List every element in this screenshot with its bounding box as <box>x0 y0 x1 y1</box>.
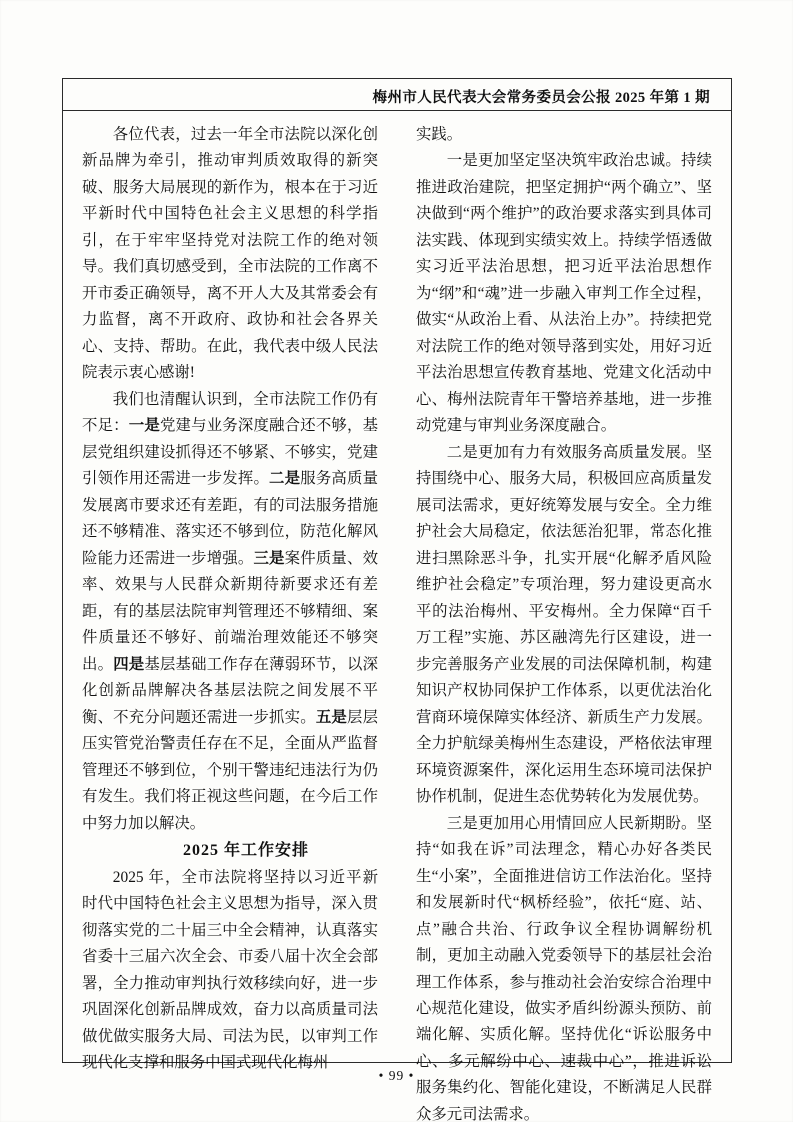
paragraph: 二是更加有力有效服务高质量发展。坚持围绕中心、服务大局，积极回应高质量发展司法需求，更好统筹发展与安全。全力维护社会大局稳定，依法惩治犯罪，常态化推进扫黑除恶斗争，扎实开展“化解矛盾风险 维护社会稳定”专项治理，努力建设更高水平的法治梅州、平安梅州。全力保障“百千万工程”实施、苏区融湾先行区建设，进一步完善服务产业发展的司法保障机制，构建知识产权协同保护工作体系，以更优法治化营商环境保障实体经济、新质生产力发展。全力护航绿美梅州生态建设，严格依法审理环境资源案件，深化运用生态环境司法保护协作机制，促进生态优势转化为发展优势。 <box>416 443 728 806</box>
running-header: 梅州市人民代表大会常务委员会公报 2025 年第 1 期 <box>372 90 710 106</box>
problem-item-marker: 二是 <box>269 470 301 488</box>
left-column <box>82 122 378 1071</box>
problem-item-text: 层层压实管党治警责任存在不足，全面从严监督管理还不够到位，个别干警违纪违法行为仍有发生。我们将正视这些问题，在今后工作中努力加以解决。 <box>82 708 378 832</box>
paragraph: 各位代表，过去一年全市法院以深化创新品牌为牵引，推动审判质效取得的新突破、服务大局展现的新作为，根本在于习近平新时代中国特色社会主义思想的科学指引，在于牢牢坚持党对法院工作的绝对领导。我们真切感受到，全市法院的工作离不开市委正确领导，离不开人大及其常委会有力监督，离不开政府、政协和社会各界关心、支持、帮助。在此，我代表中级人民法院表示衷心感谢! <box>82 126 378 382</box>
problem-item-text: 案件质量、效率、效果与人民群众新期待新要求还有差距，有的基层法院审判管理还不够精细、案件质量还不够好、前端治理效能还不够突出。 <box>82 549 378 673</box>
right-column <box>416 122 728 1122</box>
paragraph: 三是更加用心用情回应人民新期盼。坚持“如我在诉”司法理念，精心办好各类民生“小案”，全面推进信访工作法治化。坚持和发展新时代“枫桥经验”，依托“庭、站、点”融合共治、行政争议全程协调解纷机制，更加主动融入党委领导下的基层社会治理工作体系，参与推动社会治安综合治理中心规范化建设，做实矛盾纠纷源头预防、前端化解、实质化解。坚持优化“诉讼服务中心、多元解纷中心、速裁中心”，推进诉讼服务集约化、智能化建设，不断满足人民群众多元司法需求。 <box>416 814 712 1122</box>
problem-item-marker: 五是 <box>315 708 347 726</box>
paragraph: 2025 年，全市法院将坚持以习近平新时代中国特色社会主义思想为指导，深入贯彻落实党的二十届三中全会精神，认真落实省委十三届六次全会、市委八届十次全会部署，全力推动审判执行效移续向好，进一步巩固深化创新品牌成效，奋力以高质量司法做优做实服务大局、司法为民，以审判工作现代化支撑和服务中国式现代化梅州 <box>82 868 378 1071</box>
paragraph: 一是更加坚定坚决筑牢政治忠诚。持续推进政治建院，把坚定拥护“两个确立”、坚决做到“两个维护”的政治要求落实到具体司法实践、体现到实绩实效上。持续学悟透做实习近平法治思想，把习近平法治思想作为“纲”和“魂”进一步融入审判工作全过程，做实“从政治上看、从法治上办”。持续把党对法院工作的绝对领导落到实处，用好习近平法治思想宣传教育基地、党建文化活动中心、梅州法院青年干警培养基地，进一步推动党建与审判业务深度融合。 <box>416 152 712 435</box>
problem-item-marker: 一是 <box>128 417 160 435</box>
problem-item-text: 基层基础工作存在薄弱环节，以深化创新品牌解决各基层法院之间发展不平衡、不充分问题还需进一步抓实。 <box>82 655 378 726</box>
paragraph: 实践。 <box>416 126 463 143</box>
problem-item-text: 党建与业务深度融合还不够，基层党组织建设抓得还不够紧、不够实，党建引领作用还需进一步发挥。 <box>82 417 378 488</box>
paragraph-problems <box>82 387 378 837</box>
page-number: • 99 • <box>378 1068 415 1083</box>
section-title: 2025 年工作安排 <box>182 842 309 860</box>
problem-lead: 我们也清醒认识到，全市法院工作仍有不足： <box>82 390 378 435</box>
problem-item-marker: 四是 <box>113 655 145 673</box>
problem-item-marker: 三是 <box>253 549 285 567</box>
problem-item-text: 服务高质量发展离市要求还有差距，有的司法服务措施还不够精准、落实还不够到位，防范化解风险能力还需进一步增强。 <box>82 470 378 567</box>
